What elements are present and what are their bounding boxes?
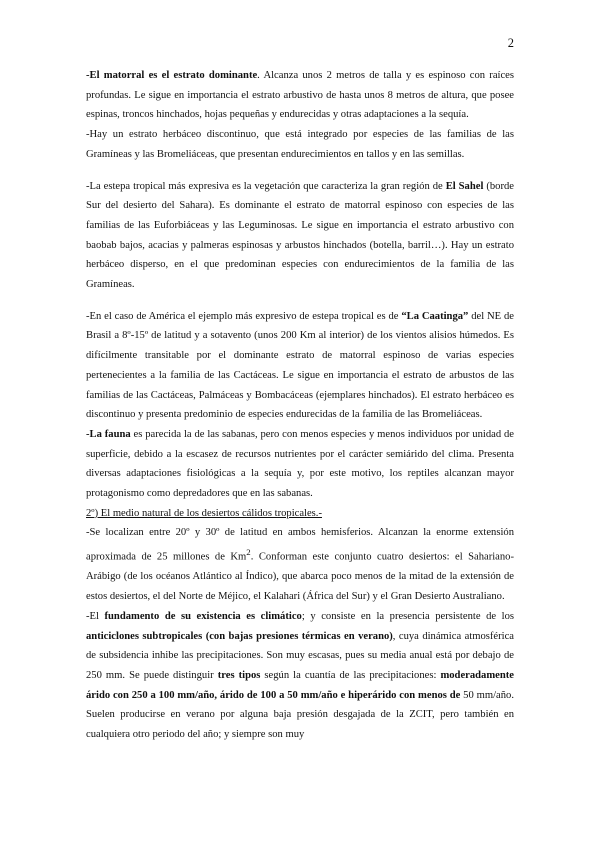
bold-term: anticiclones subtropicales (con bajas presiones térmicas en verano) bbox=[86, 630, 393, 642]
bold-lead: -La fauna bbox=[86, 428, 131, 440]
paragraph-caatinga: -En el caso de América el ejemplo más expresivo de estepa tropical es de “La Caatinga” del NE de Brasil a 8º-15º de latitud y a sotavento (unos 200 Km al interior) de los vientos alisios húmedos. Es difícilmente transitable por el dominante estrato de matorral espinoso de varias especies pertenecientes a la familia de las Cactáceas. Le sigue en importancia el estrato de arbustos de las familias de las Cactáceas, Palmáceas y Bombacáceas (ejemplares hinchados). El estrato herbáceo es discontinuo y presenta predominio de especies endurecidas de la familia de las Bromeliáceas. bbox=[86, 310, 514, 421]
bold-term: “La Caatinga” bbox=[401, 310, 469, 322]
paragraph-sahel: -La estepa tropical más expresiva es la vegetación que caracteriza la gran región de El Sahel (borde Sur del desierto del Sahara). Es dominante el estrato de matorral espinoso con especies de las familias de las Euforbiáceas y las Leguminosas. Le sigue en importancia el estrato arbustivo con baobab bajos, acacias y palmeras espinosas y arbustos hinchados (botella, barril…). Hay un estrato herbáceo disperso, en el que predominan especies con endurecimientos de la familia de las Gramíneas. bbox=[86, 180, 515, 291]
bold-term: fundamento de su existencia es climático bbox=[104, 610, 302, 622]
bold-term: tres tipos bbox=[217, 669, 261, 681]
bold-term: moderadamente árido con 250 a 100 mm/año, árido de 100 a 50 mm/año e hiperárido con menos de bbox=[86, 669, 514, 701]
paragraph-fundamento: -El fundamento de su existencia es climático; y consiste en la presencia persistente de los anticiclones subtropicales (con bajas presiones térmicas en verano), cuya dinámica atmosférica de subsidencia inhibe las precipitaciones. Son muy escasas, pues su media anual está por debajo de 250 mm. Se puede distinguir tres tipos según la cuantía de las precipitaciones: moderadamente árido con 250 a 100 mm/año, árido de 100 a 50 mm/año e hiperárido con menos de 50 mm/año. Suelen producirse en verano por alguna baja presión desgajada de la ZCIT, pero también en cualquiera otro periodo del año; y siempre son muy bbox=[86, 610, 515, 741]
bold-lead: -El matorral es el estrato dominante bbox=[86, 70, 258, 81]
paragraph-matorral: -El matorral es el estrato dominante. Alcanza unos 2 metros de talla y es espinoso con raíces profundas. Le sigue en importancia el estrato arbustivo de hasta unos 8 metros de altura, que posee espinas, troncos hinchados, hojas pequeñas y endurecidas y otras adaptaciones a la sequía. bbox=[86, 70, 514, 121]
paragraph-herbaceo: -Hay un estrato herbáceo discontinuo, que está integrado por especies de las familias de las Gramíneas y las Bromeliáceas, que presentan endurecimientos en tallos y en las semillas. bbox=[86, 129, 514, 160]
paragraph-fauna: -La fauna es parecida la de las sabanas, pero con menos especies y menos individuos por unidad de superficie, debido a la escasez de recursos nutrientes por el carácter semiárido del clima. Presenta diversas adaptaciones fisiológicas a la sequía y, por este motivo, los reptiles alcanzan mayor protagonismo como depredadores que en las sabanas. bbox=[86, 428, 514, 500]
page-number: 2 bbox=[507, 36, 514, 50]
paragraph-localizacion: -Se localizan entre 20º y 30º de latitud en ambos hemisferios. Alcanzan la enorme extensión aproximada de 25 millones de Km$^2$. Conforman este conjunto cuatro desiertos: el Sahariano-Arábigo (de los océanos Atlántico al Índico), que abarca poco menos de la mitad de la extensión de estos desiertos, el del Norte de Méjico, el Kalahari (África del Sur) y el Gran Desierto Australiano. bbox=[86, 527, 514, 603]
section-heading: 2º) El medio natural de los desiertos cálidos tropicales.- bbox=[86, 507, 322, 519]
document-body bbox=[86, 66, 514, 745]
bold-term: El Sahel bbox=[445, 180, 484, 192]
